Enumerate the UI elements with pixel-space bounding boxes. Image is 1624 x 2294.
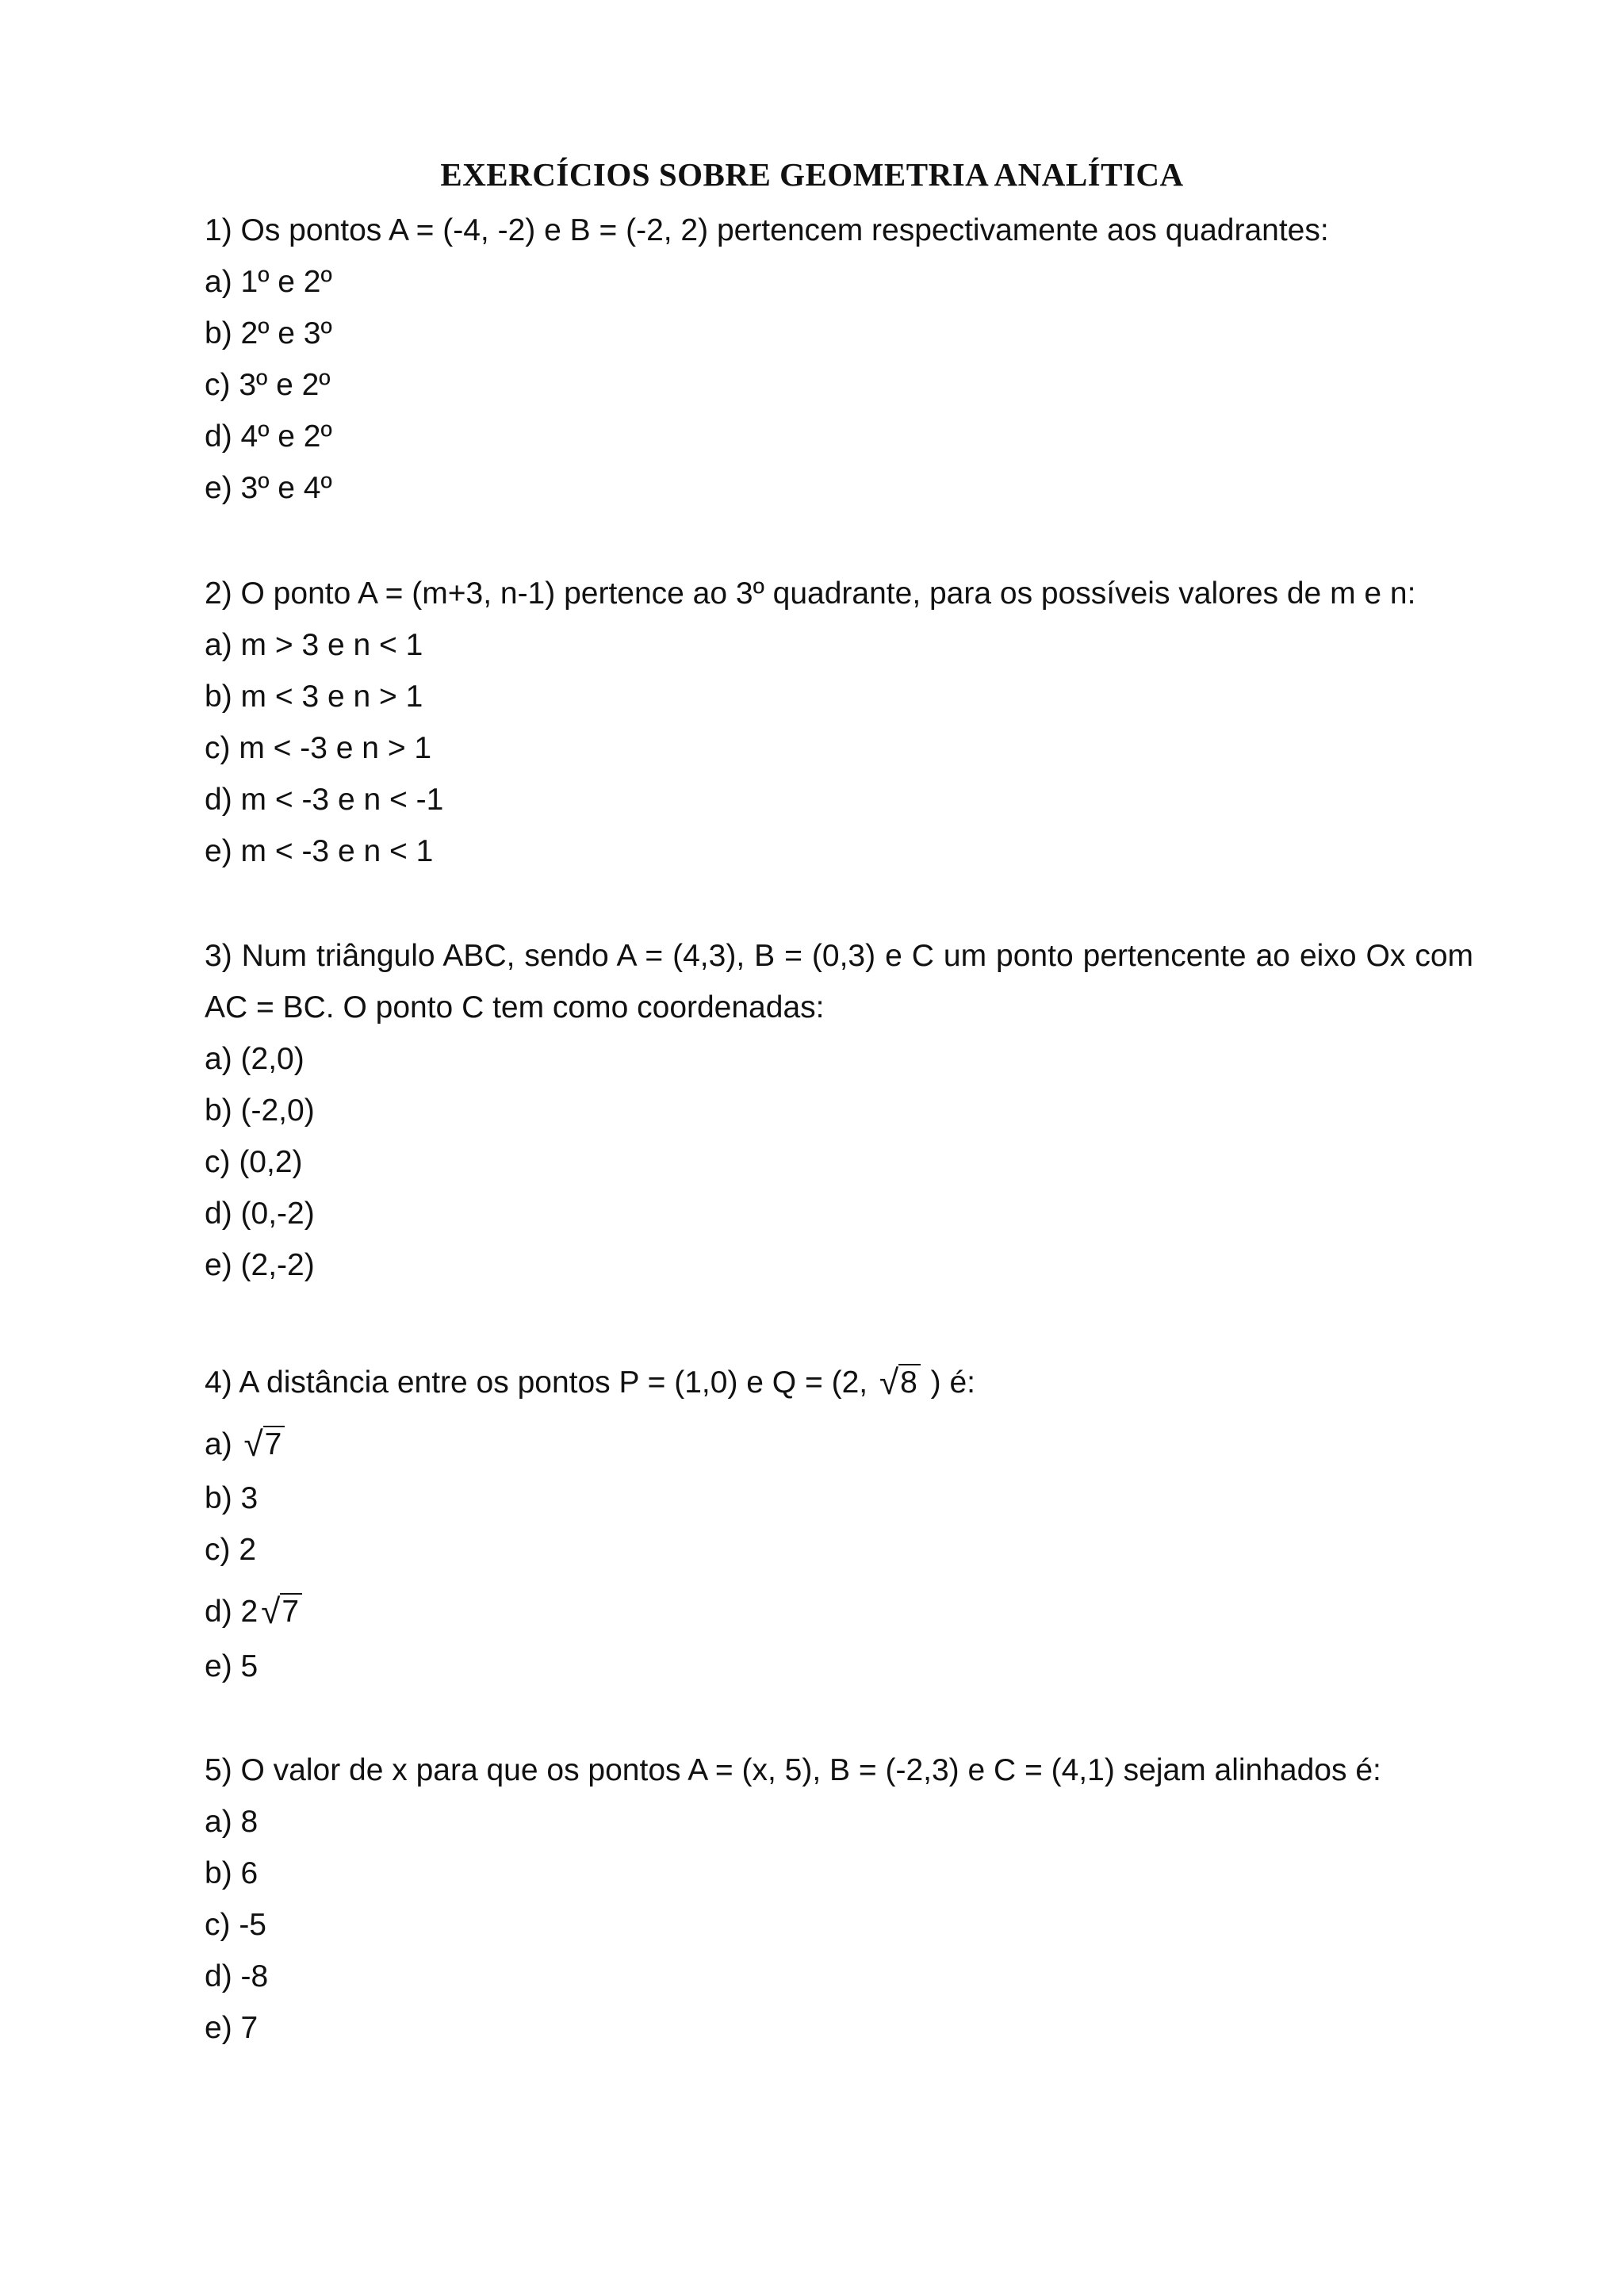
question-3-stem-line-2: AC = BC. O ponto C tem como coordenadas: xyxy=(205,990,825,1024)
question-4-option-d-radicand: 7 xyxy=(280,1593,302,1630)
question-2-option-c: c) m < -3 e n > 1 xyxy=(205,731,432,765)
question-5-option-d: d) -8 xyxy=(205,1959,269,1993)
radical-symbol: √ xyxy=(879,1363,899,1402)
question-5-stem: 5) O valor de x para que os pontos A = (x, 5), B = (-2,3) e C = (4,1) sejam alinhados é: xyxy=(205,1753,1381,1787)
question-4-option-d-label: d) 2 xyxy=(205,1595,259,1629)
question-4-stem-prefix: 4) A distância entre os pontos P = (1,0) e Q = (2, xyxy=(205,1365,876,1400)
question-4-option-d xyxy=(205,1588,304,1634)
question-3-option-d: d) (0,-2) xyxy=(205,1197,315,1231)
question-1-stem: 1) Os pontos A = (-4, -2) e B = (-2, 2) pertencem respectivamente aos quadrantes: xyxy=(205,213,1329,247)
radical-symbol: √ xyxy=(243,1425,263,1464)
question-3-option-e: e) (2,-2) xyxy=(205,1248,315,1282)
question-4-option-a-radicand: 7 xyxy=(263,1426,285,1462)
question-2-option-d: d) m < -3 e n < -1 xyxy=(205,783,444,817)
question-3-option-b: b) (-2,0) xyxy=(205,1093,315,1128)
question-1-option-d: d) 4º e 2º xyxy=(205,419,332,454)
square-root xyxy=(244,1421,285,1467)
question-4-option-e: e) 5 xyxy=(205,1649,259,1683)
question-5-option-c: c) -5 xyxy=(205,1908,266,1942)
question-2-stem: 2) O ponto A = (m+3, n-1) pertence ao 3º quadrante, para os possíveis valores de m e n: xyxy=(205,576,1416,611)
question-1-option-b: b) 2º e 3º xyxy=(205,316,332,350)
question-3-option-a: a) (2,0) xyxy=(205,1042,304,1076)
radical-symbol: √ xyxy=(261,1592,281,1631)
square-root xyxy=(879,1359,921,1405)
question-4-option-c: c) 2 xyxy=(205,1533,257,1567)
question-4-stem-suffix: ) é: xyxy=(921,1365,975,1400)
question-5-option-e: e) 7 xyxy=(205,2011,259,2045)
question-4-option-a-label: a) xyxy=(205,1427,241,1461)
question-4-stem-radicand: 8 xyxy=(898,1364,921,1400)
question-2-option-b: b) m < 3 e n > 1 xyxy=(205,680,423,714)
question-4-option-b: b) 3 xyxy=(205,1481,259,1515)
document-title: EXERCÍCIOS SOBRE GEOMETRIA ANALÍTICA xyxy=(440,156,1184,193)
question-5-option-a: a) 8 xyxy=(205,1805,259,1839)
question-3-option-c: c) (0,2) xyxy=(205,1145,303,1179)
question-4-option-a xyxy=(205,1421,286,1467)
question-4-stem xyxy=(205,1359,975,1405)
question-1-option-c: c) 3º e 2º xyxy=(205,368,331,402)
question-1-option-a: a) 1º e 2º xyxy=(205,265,332,299)
question-5-option-b: b) 6 xyxy=(205,1856,259,1890)
question-2-option-e: e) m < -3 e n < 1 xyxy=(205,834,434,868)
question-1-option-e: e) 3º e 4º xyxy=(205,471,332,505)
question-2-option-a: a) m > 3 e n < 1 xyxy=(205,628,423,662)
square-root xyxy=(261,1588,302,1634)
question-3-stem-line-1: 3) Num triângulo ABC, sendo A = (4,3), B = (0,3) e C um ponto pertencente ao eixo Ox com xyxy=(205,939,1473,973)
